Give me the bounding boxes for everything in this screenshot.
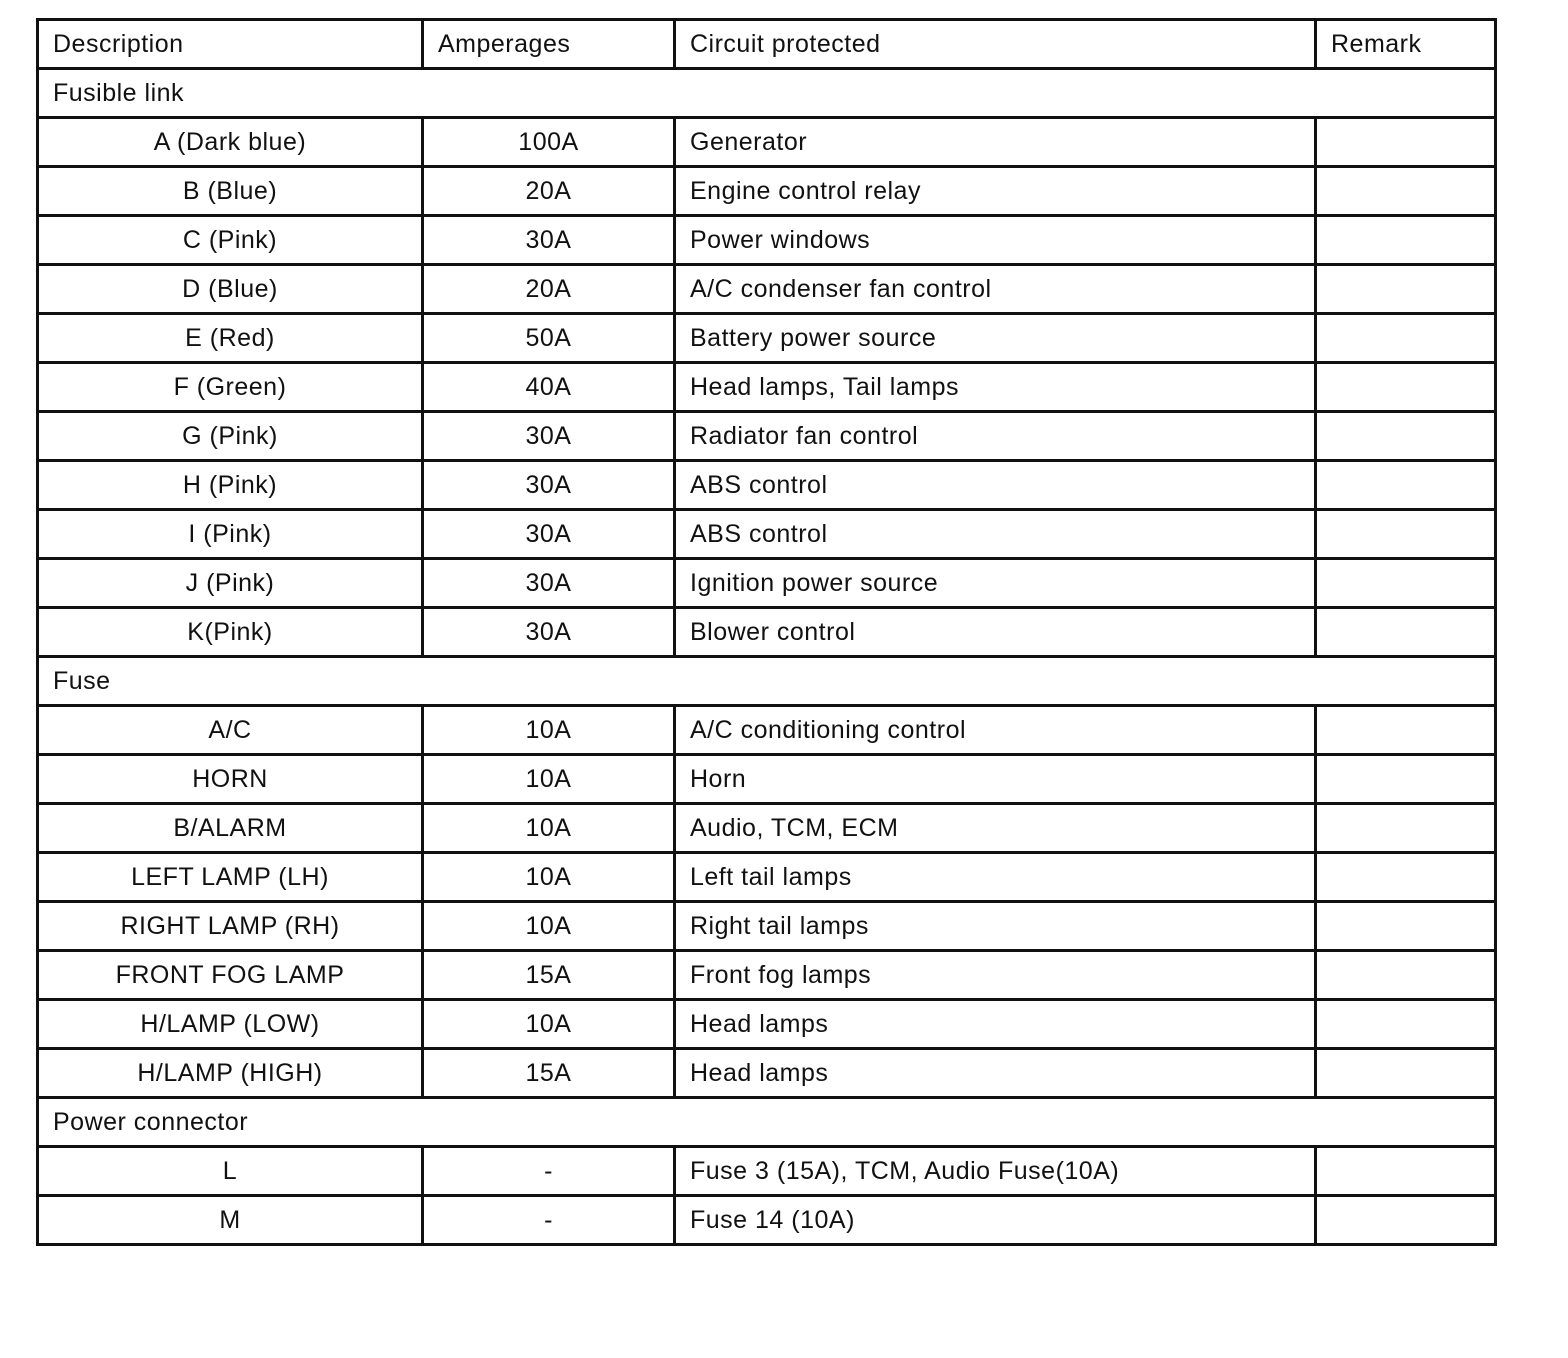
remark-cell [1316, 363, 1496, 412]
header-circuit-protected: Circuit protected [675, 20, 1316, 69]
remark-cell [1316, 510, 1496, 559]
description-cell: A (Dark blue) [38, 118, 423, 167]
description-cell: LEFT LAMP (LH) [38, 853, 423, 902]
section-title: Fuse [38, 657, 1496, 706]
remark-cell [1316, 902, 1496, 951]
remark-cell [1316, 951, 1496, 1000]
remark-cell [1316, 1000, 1496, 1049]
section-title: Power connector [38, 1098, 1496, 1147]
header-remark: Remark [1316, 20, 1496, 69]
table-header [38, 20, 1496, 69]
circuit-cell: Ignition power source [675, 559, 1316, 608]
description-cell: H/LAMP (HIGH) [38, 1049, 423, 1098]
description-cell: I (Pink) [38, 510, 423, 559]
table-row [38, 167, 1496, 216]
amperage-cell: 50A [423, 314, 675, 363]
description-cell: RIGHT LAMP (RH) [38, 902, 423, 951]
table-row [38, 902, 1496, 951]
amperage-cell: 10A [423, 804, 675, 853]
table-row [38, 510, 1496, 559]
circuit-cell: Audio, TCM, ECM [675, 804, 1316, 853]
circuit-cell: Battery power source [675, 314, 1316, 363]
amperage-cell: 10A [423, 853, 675, 902]
circuit-cell: Horn [675, 755, 1316, 804]
table-body [38, 69, 1496, 1245]
description-cell: D (Blue) [38, 265, 423, 314]
remark-cell [1316, 118, 1496, 167]
remark-cell [1316, 706, 1496, 755]
table-row [38, 853, 1496, 902]
header-amperages: Amperages [423, 20, 675, 69]
amperage-cell: 30A [423, 216, 675, 265]
circuit-cell: Head lamps, Tail lamps [675, 363, 1316, 412]
circuit-cell: Fuse 14 (10A) [675, 1196, 1316, 1245]
section-row [38, 1098, 1496, 1147]
amperage-cell: 10A [423, 1000, 675, 1049]
section-row [38, 69, 1496, 118]
circuit-cell: Left tail lamps [675, 853, 1316, 902]
description-cell: H/LAMP (LOW) [38, 1000, 423, 1049]
remark-cell [1316, 216, 1496, 265]
description-cell: B (Blue) [38, 167, 423, 216]
description-cell: A/C [38, 706, 423, 755]
amperage-cell: 15A [423, 1049, 675, 1098]
circuit-cell: ABS control [675, 461, 1316, 510]
table-row [38, 118, 1496, 167]
circuit-cell: Front fog lamps [675, 951, 1316, 1000]
circuit-cell: Blower control [675, 608, 1316, 657]
remark-cell [1316, 853, 1496, 902]
amperage-cell: 10A [423, 755, 675, 804]
header-description: Description [38, 20, 423, 69]
remark-cell [1316, 804, 1496, 853]
table-row [38, 559, 1496, 608]
amperage-cell: - [423, 1147, 675, 1196]
amperage-cell: 30A [423, 510, 675, 559]
description-cell: L [38, 1147, 423, 1196]
circuit-cell: A/C condenser fan control [675, 265, 1316, 314]
amperage-cell: 20A [423, 167, 675, 216]
header-row [38, 20, 1496, 69]
remark-cell [1316, 167, 1496, 216]
description-cell: B/ALARM [38, 804, 423, 853]
circuit-cell: Power windows [675, 216, 1316, 265]
remark-cell [1316, 1147, 1496, 1196]
description-cell: F (Green) [38, 363, 423, 412]
remark-cell [1316, 314, 1496, 363]
amperage-cell: 30A [423, 412, 675, 461]
table-row [38, 804, 1496, 853]
section-row [38, 657, 1496, 706]
amperage-cell: 20A [423, 265, 675, 314]
description-cell: J (Pink) [38, 559, 423, 608]
remark-cell [1316, 1049, 1496, 1098]
remark-cell [1316, 265, 1496, 314]
remark-cell [1316, 608, 1496, 657]
table-row [38, 461, 1496, 510]
amperage-cell: 10A [423, 902, 675, 951]
section-title: Fusible link [38, 69, 1496, 118]
amperage-cell: 30A [423, 559, 675, 608]
circuit-cell: ABS control [675, 510, 1316, 559]
table-row [38, 265, 1496, 314]
circuit-cell: Fuse 3 (15A), TCM, Audio Fuse(10A) [675, 1147, 1316, 1196]
table-row [38, 1147, 1496, 1196]
remark-cell [1316, 755, 1496, 804]
table-row [38, 216, 1496, 265]
remark-cell [1316, 559, 1496, 608]
table-row [38, 755, 1496, 804]
fuse-table [36, 18, 1497, 1246]
table-row [38, 412, 1496, 461]
table-row [38, 951, 1496, 1000]
remark-cell [1316, 1196, 1496, 1245]
table-row [38, 1000, 1496, 1049]
table-row [38, 314, 1496, 363]
remark-cell [1316, 412, 1496, 461]
description-cell: G (Pink) [38, 412, 423, 461]
circuit-cell: Head lamps [675, 1049, 1316, 1098]
circuit-cell: Engine control relay [675, 167, 1316, 216]
circuit-cell: Generator [675, 118, 1316, 167]
amperage-cell: 30A [423, 461, 675, 510]
description-cell: HORN [38, 755, 423, 804]
amperage-cell: 100A [423, 118, 675, 167]
circuit-cell: Radiator fan control [675, 412, 1316, 461]
amperage-cell: 10A [423, 706, 675, 755]
table-row [38, 608, 1496, 657]
amperage-cell: 15A [423, 951, 675, 1000]
description-cell: FRONT FOG LAMP [38, 951, 423, 1000]
circuit-cell: Head lamps [675, 1000, 1316, 1049]
description-cell: E (Red) [38, 314, 423, 363]
amperage-cell: 40A [423, 363, 675, 412]
description-cell: C (Pink) [38, 216, 423, 265]
description-cell: M [38, 1196, 423, 1245]
table-row [38, 706, 1496, 755]
remark-cell [1316, 461, 1496, 510]
description-cell: K(Pink) [38, 608, 423, 657]
circuit-cell: Right tail lamps [675, 902, 1316, 951]
table-row [38, 1196, 1496, 1245]
amperage-cell: 30A [423, 608, 675, 657]
description-cell: H (Pink) [38, 461, 423, 510]
circuit-cell: A/C conditioning control [675, 706, 1316, 755]
table-row [38, 363, 1496, 412]
table-row [38, 1049, 1496, 1098]
amperage-cell: - [423, 1196, 675, 1245]
